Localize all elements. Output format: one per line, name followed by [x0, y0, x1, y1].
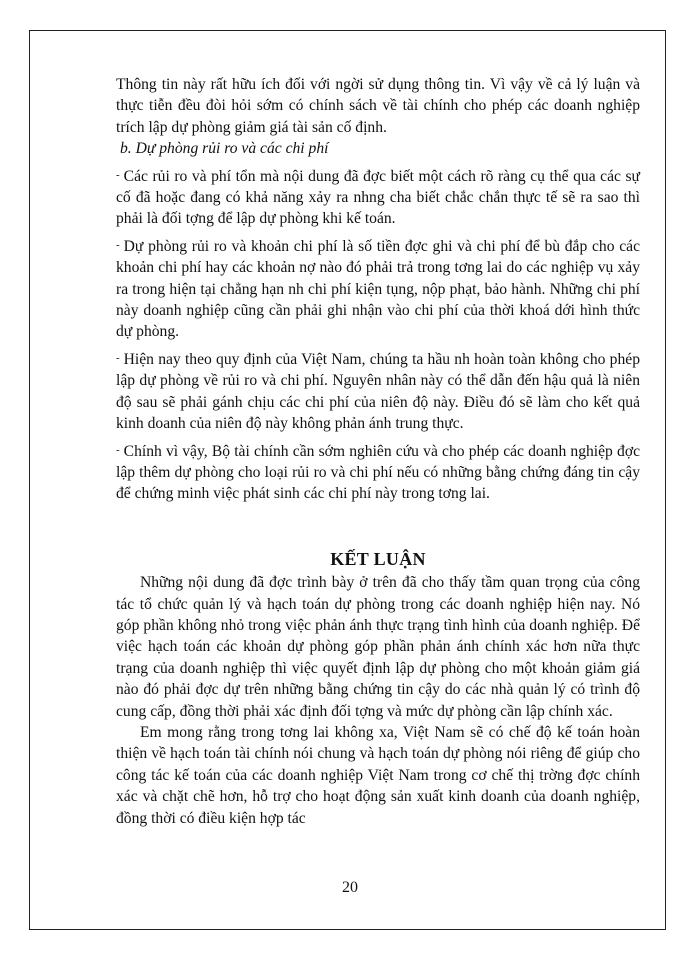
section-subheading: b. Dự phòng rủi ro và các chi phí — [120, 140, 329, 158]
bullet-marker: - — [116, 443, 120, 456]
conclusion-paragraph-2: Em mong rằng trong tơng lai không xa, Việt Nam sẽ có chế độ kế toán hoàn thiện về hạch toán tài chính nói chung và hạch toán dự phòng nói riêng để giúp cho công tác kế toán của các doanh nghiệp Việt Nam trong cơ chế thị trờng đợc chính xác và chặt chẽ hơn, hỗ trợ cho hoạt động sản xuất kinh doanh của doanh nghiệp, đồng thời có điều kiện hợp tác — [116, 723, 640, 827]
page-number: 20 — [342, 879, 358, 896]
bullet-text: Chính vì vậy, Bộ tài chính cần sớm nghiên cứu và cho phép các doanh nghiệp đợc lập thêm dự phòng cho loại rủi ro và chi phí nếu có những bằng chứng đáng tin cậy để chứng minh việc phát sinh các chi phí này trong tơng lai. — [116, 442, 640, 503]
document-body — [116, 74, 640, 829]
conclusion-paragraph-1: Những nội dung đã đợc trình bày ở trên đã cho thấy tầm quan trọng của công tác tổ chức quản lý và hạch toán dự phòng trong các doanh nghiệp hiện nay. Nó góp phần không nhỏ trong việc phản ánh thực trạng tình hình của doanh nghiệp. Để việc hạch toán các khoản dự phòng góp phần phản ánh chính xác hơn nữa thực trạng của doanh nghiệp thì việc quyết định lập dự phòng cho một khoản giảm giá nào đó phải đợc dự trên những bằng chứng tin cậy do các nhà quản lý có trình độ cung cấp, đồng thời phải xác định đối tợng và mức dự phòng cần lập chính xác. — [116, 574, 640, 720]
bullet-paragraph-3 — [116, 348, 640, 435]
bullet-marker: - — [116, 238, 120, 251]
bullet-paragraph-2 — [116, 235, 640, 343]
bullet-paragraph-1 — [116, 165, 640, 230]
bullet-marker: - — [116, 168, 120, 181]
bullet-text: Dự phòng rủi ro và khoản chi phí là số tiền đợc ghi và chi phí để bù đắp cho các khoản chi phí hay các khoản nợ nào đó phải trả trong tơng lai do các nghiệp vụ xảy ra trong hiện tại chẳng hạn nh chi phí kiện tụng, nộp phạt, bảo hành. Những chi phí này doanh nghiệp cũng cần phải ghi nhận vào chi phí của thời khoá dới hình thức dự phòng. — [116, 237, 640, 341]
bullet-paragraph-4 — [116, 440, 640, 505]
section-gap — [116, 505, 640, 549]
bullet-marker: - — [116, 351, 120, 364]
bullet-text: Hiện nay theo quy định của Việt Nam, chúng ta hầu nh hoàn toàn không cho phép lập dự phòng về rủi ro và chi phí. Nguyên nhân này có thể dẫn đến hậu quả là niên độ sau sẽ phải gánh chịu các chi phí của niên độ này. Điều đó sẽ làm cho kết quả kinh doanh của niên độ này không phản ánh trung thực. — [116, 350, 640, 433]
conclusion-heading: KẾT LUẬN — [330, 548, 426, 569]
paragraph-intro: Thông tin này rất hữu ích đối với ngời sử dụng thông tin. Vì vậy về cả lý luận và thực tiễn đều đòi hỏi sớm có chính sách về tài chính cho phép các doanh nghiệp trích lập dự phòng giảm giá tài sản cố định. — [116, 76, 640, 136]
bullet-text: Các rủi ro và phí tổn mà nội dung đã đợc biết một cách rõ ràng cụ thể qua các sự cố đã hoặc đang có khả năng xảy ra nhng cha biết chắc chắn thực tế sẽ ra sao thì phải là đối tợng để lập dự phòng khi kế toán. — [116, 167, 640, 228]
